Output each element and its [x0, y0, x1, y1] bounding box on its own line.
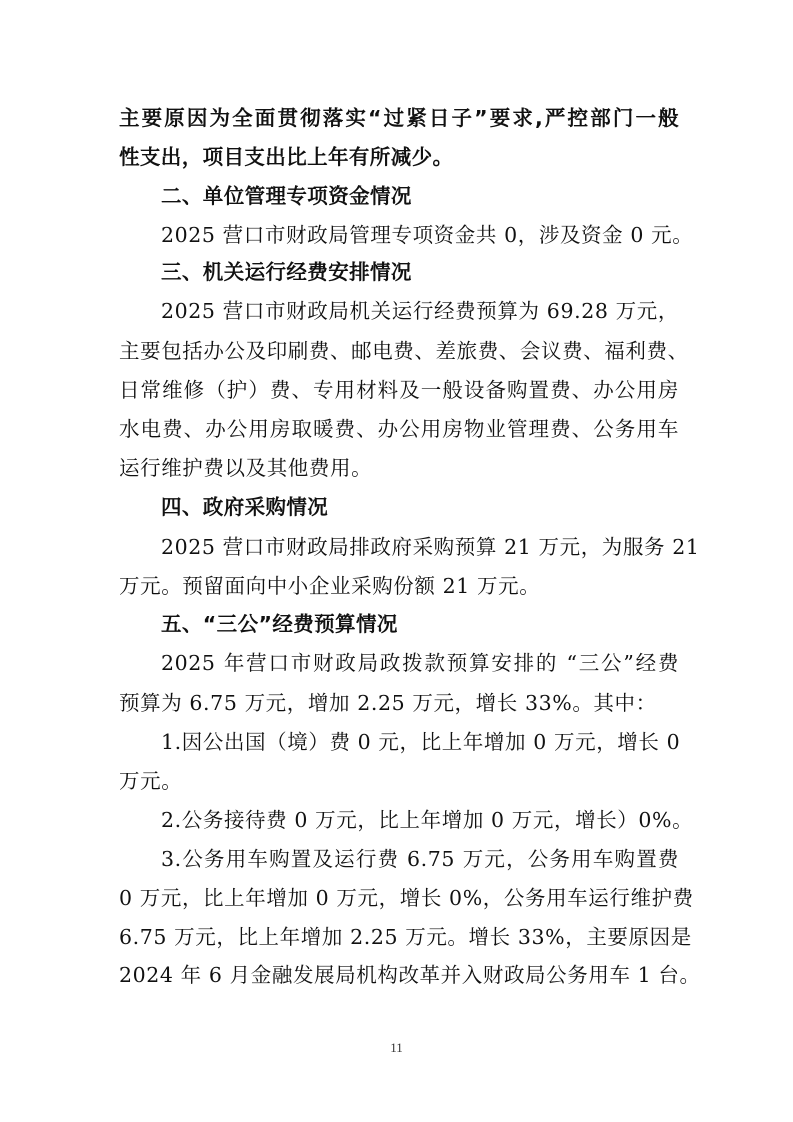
paragraph-line-13: 万元。预留面向中小企业采购份额 21 万元。: [119, 574, 541, 598]
paragraph-line-23: 2024 年 6 月金融发展局机构改革并入财政局公务用车 1 台。: [119, 963, 701, 987]
paragraph-line-20: 3.公务用车购置及运行费 6.75 万元，公务用车购置费: [161, 847, 679, 871]
paragraph-line-15: 2025 年营口市财政局政拨款预算安排的 “三公”经费: [161, 651, 679, 675]
section-heading-4: 四、政府采购情况: [161, 495, 329, 519]
paragraph-line-8: 日常维修（护）费、专用材料及一般设备购置费、办公用房: [119, 378, 679, 402]
paragraph-line-12: 2025 营口市财政局排政府采购预算 21 万元，为服务 21: [161, 535, 700, 559]
section-heading-2: 二、单位管理专项资金情况: [161, 184, 412, 208]
paragraph-line-22: 6.75 万元，比上年增加 2.25 万元。增长 33%，主要原因是: [119, 925, 692, 949]
paragraph-line-19: 2.公务接待费 0 万元，比上年增加 0 万元，增长）0%。: [161, 808, 694, 832]
paragraph-line-2: 性支出，项目支出比上年有所减少。: [119, 145, 454, 169]
page-number: 11: [390, 1040, 403, 1055]
paragraph-line-16: 预算为 6.75 万元，增加 2.25 万元，增长 33%。其中：: [119, 691, 657, 715]
section-heading-5: 五、“三公”经费预算情况: [161, 612, 398, 636]
paragraph-line-17: 1.因公出国（境）费 0 元，比上年增加 0 万元，增长 0: [161, 730, 681, 754]
paragraph-line-6: 2025 营口市财政局机关运行经费预算为 69.28 万元，: [161, 299, 679, 323]
paragraph-line-10: 运行维护费以及其他费用。: [119, 456, 373, 480]
paragraph-line-21: 0 万元，比上年增加 0 万元，增长 0%，公务用车运行维护费: [119, 886, 694, 910]
paragraph-line-9: 水电费、办公用房取暖费、办公用房物业管理费、公务用车: [119, 417, 679, 441]
paragraph-line-1: 主要原因为全面贯彻落实“过紧日子”要求,严控部门一般: [119, 106, 679, 130]
paragraph-line-4: 2025 营口市财政局管理专项资金共 0，涉及资金 0 元。: [161, 223, 694, 247]
section-heading-3: 三、机关运行经费安排情况: [161, 260, 412, 284]
paragraph-line-7: 主要包括办公及印刷费、邮电费、差旅费、会议费、福利费、: [119, 339, 689, 363]
paragraph-line-18: 万元。: [119, 769, 183, 793]
